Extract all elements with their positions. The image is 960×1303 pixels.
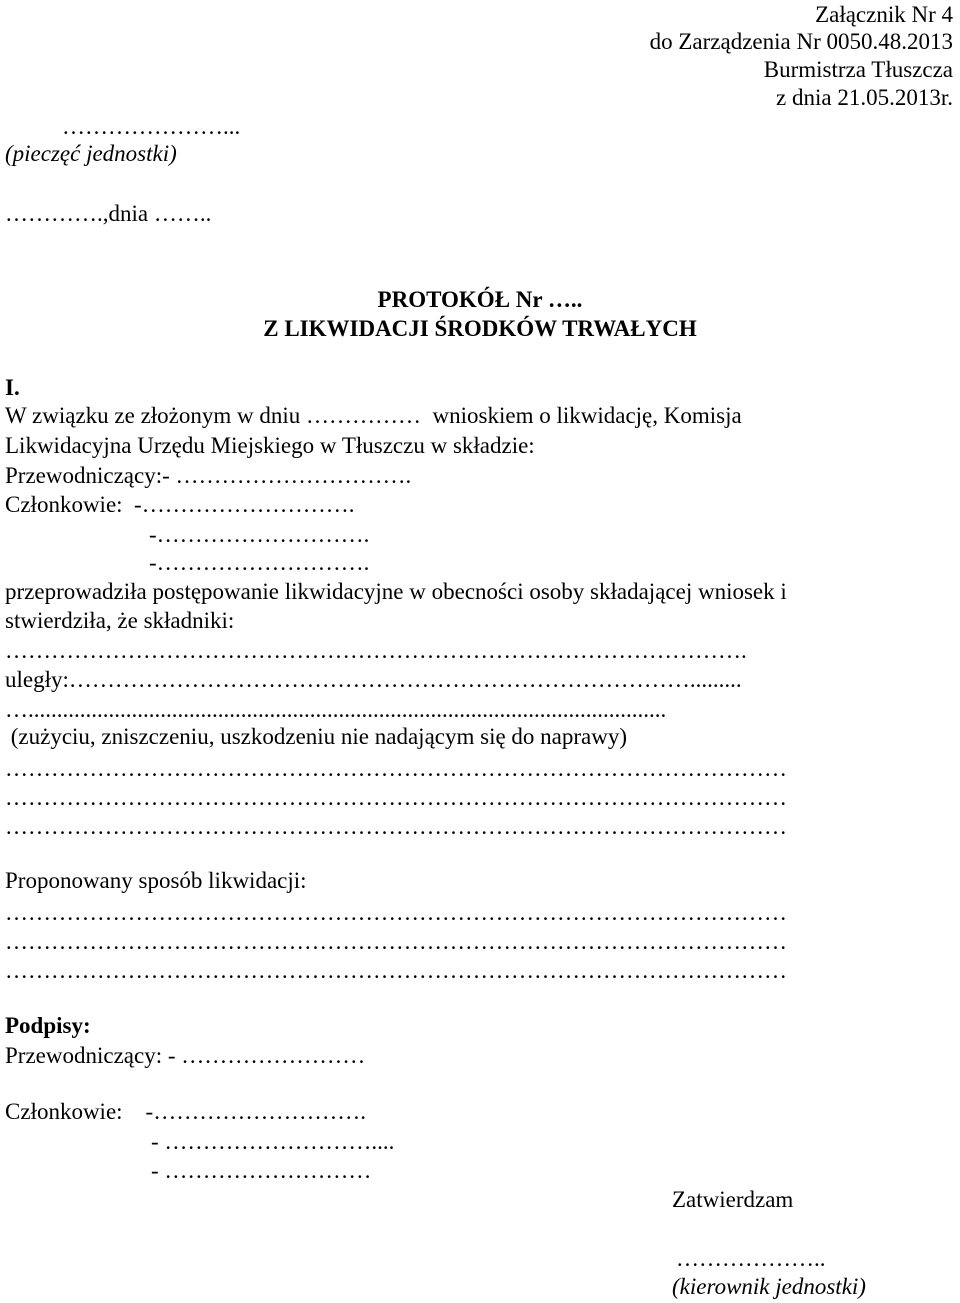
members-line-2: -………………………. [149,522,370,547]
approval-label: Zatwierdzam [672,1187,794,1212]
underwent-line: uległy:………………………………………………………………………......... [5,667,742,692]
reason-line: ………………………………………………………………………………………… [5,756,787,781]
intro-line-1: W związku ze złożonym w dniu …………… wnioskiem o likwidację, Komisja [5,403,742,428]
issuer: Burmistrza Tłuszcza [763,57,953,82]
proposed-line: ………………………………………………………………………………………… [5,900,787,925]
chairperson-line: Przewodniczący:- …………………………. [5,463,412,488]
assets-dots: ……………………………………………………………………………………. [5,638,747,663]
body-line-1: przeprowadziła postępowanie likwidacyjne w obecności osoby składającej wniosek i [5,579,787,604]
section-number: I. [5,375,20,400]
regulation-reference: do Zarządzenia Nr 0050.48.2013 [649,29,953,54]
protocol-subtitle: Z LIKWIDACJI ŚRODKÓW TRWAŁYCH [263,316,697,341]
signature-chairperson: Przewodniczący: - …………………… [5,1043,366,1068]
protocol-title: PROTOKÓŁ Nr ….. [377,287,583,312]
stamp-label: (pieczęć jednostki) [5,141,177,166]
attachment-number: Załącznik Nr 4 [815,2,953,27]
stamp-dots: …………………... [62,114,241,139]
intro-line-2: Likwidacyjna Urzędu Miejskiego w Tłuszczu w składzie: [5,433,535,458]
place-date-line: ………….,dnia …….. [5,201,212,226]
head-label: (kierownik jednostki) [672,1274,866,1299]
proposed-line: ………………………………………………………………………………………… [5,929,787,954]
signature-member-3: - ……………………… [151,1158,372,1183]
body-line-2: stwierdziła, że składniki: [5,608,235,633]
signature-member-1: Członkowie: -………………………. [5,1099,366,1124]
proposed-method-label: Proponowany sposób likwidacji: [5,868,307,893]
reason-line: ………………………………………………………………………………………… [5,785,787,810]
reasons-note: (zużyciu, zniszczeniu, uszkodzeniu nie nadającym się do naprawy) [5,724,628,749]
signatures-label: Podpisy: [5,1013,91,1038]
members-line-1: Członkowie: -………………………. [5,492,355,517]
signature-member-2: - ……………………….... [151,1129,395,1154]
underwent-dots: …............................................................................................................... [5,697,667,722]
members-line-3: -………………………. [149,550,370,575]
head-signature-dots: ……………….. [676,1246,826,1271]
regulation-date: z dnia 21.05.2013r. [776,85,953,110]
proposed-line: ………………………………………………………………………………………… [5,958,787,983]
reason-line: ………………………………………………………………………………………… [5,814,787,839]
